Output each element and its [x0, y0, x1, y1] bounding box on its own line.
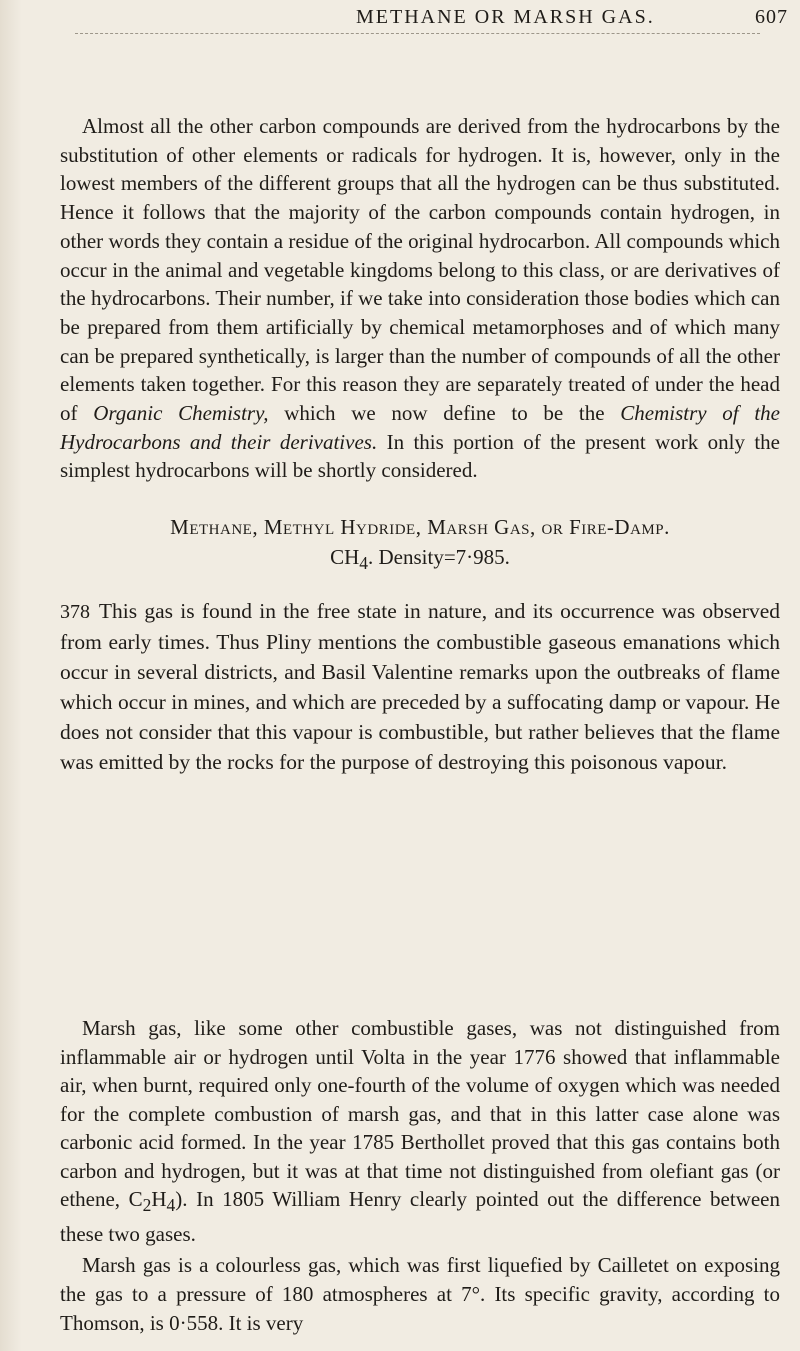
formula-subscript: 4: [359, 553, 368, 574]
properties-text: Marsh gas is a colourless gas, which was first liquefied by Cailletet on exposing the gas to a pressure of 180 atmospheres at 7°. Its specific gravity, according to Thomson, is 0·558. It is very: [60, 1253, 780, 1335]
header-rule: [75, 33, 760, 34]
intro-text-part2: which we now define to be the: [268, 401, 621, 426]
distinction-text-part2: H: [151, 1187, 167, 1211]
properties-paragraph: [60, 1251, 780, 1338]
section-number: 378: [60, 601, 90, 623]
page-gutter: [0, 0, 22, 1351]
running-head-title: METHANE OR MARSH GAS.: [356, 6, 655, 28]
section-heading: Methane, Methyl Hydride, Marsh Gas, or Fire-Damp.: [170, 515, 670, 539]
formula-rest: . Density=7·985.: [368, 545, 510, 569]
formula-base: CH: [330, 545, 360, 569]
history-paragraph: [60, 596, 780, 777]
distinction-text-part3: ). In 1805 William Henry clearly pointed out the difference between these two gases.: [60, 1187, 781, 1246]
intro-italic-organic-chemistry: Organic Chemistry,: [93, 401, 269, 426]
intro-paragraph: [60, 112, 780, 485]
running-head: [0, 6, 800, 32]
page-number: 607: [755, 6, 788, 28]
distinction-sub2: 4: [166, 1195, 176, 1216]
history-text: This gas is found in the free state in nature, and its occurrence was observed from early times. Thus Pliny mentions the combustible gaseous emanations which occur in several districts, and Basil Valentine remarks upon the outbreaks of flame which occur in mines, and which are preceded by a suffocating damp or vapour. He does not consider that this vapour is combustible, but rather believes that the flame was emitted by the rocks for the purpose of destroying this poisonous vapour.: [60, 599, 780, 774]
distinction-text-part1: Marsh gas, like some other combustible gases, was not distinguished from inflammable air or hydrogen until Volta in the year 1776 showed that inflammable air, when burnt, required only one-fourth of the volume of oxygen which was needed for the complete combustion of marsh gas, and that in this latter case alone was carbonic acid formed. In the year 1785 Berthollet proved that this gas contains both carbon and hydrogen, but it was at that time not distinguished from olefiant gas (or ethene, C: [60, 1016, 780, 1211]
distinction-sub1: 2: [142, 1195, 152, 1216]
formula-line: [60, 543, 780, 577]
intro-text-part1: Almost all the other carbon compounds are derived from the hydrocarbons by the substitution of other elements or radicals for hydrogen. It is, however, only in the lowest members of the different groups that all the hydrogen can be thus substituted. Hence it follows that the majority of the carbon compounds contain hydrogen, in other words they contain a residue of the original hydrocarbon. All compounds which occur in the animal and vegetable kingdoms belong to this class, or are derivatives of the hydrocarbons. Their number, if we take into consideration those bodies which can be prepared from them artificially by chemical metamorphoses and of which many can be prepared synthetically, is larger than the number of compounds of all the other elements taken together. For this reason they are separately treated of under the head of: [60, 114, 780, 426]
intro-italic-definition: Chemistry of the Hydrocarbons and their derivatives.: [60, 401, 780, 454]
intro-text-part3: In this portion of the present work only the simplest hydrocarbons will be shortly considered.: [60, 429, 781, 483]
distinction-paragraph: [60, 1014, 780, 1248]
